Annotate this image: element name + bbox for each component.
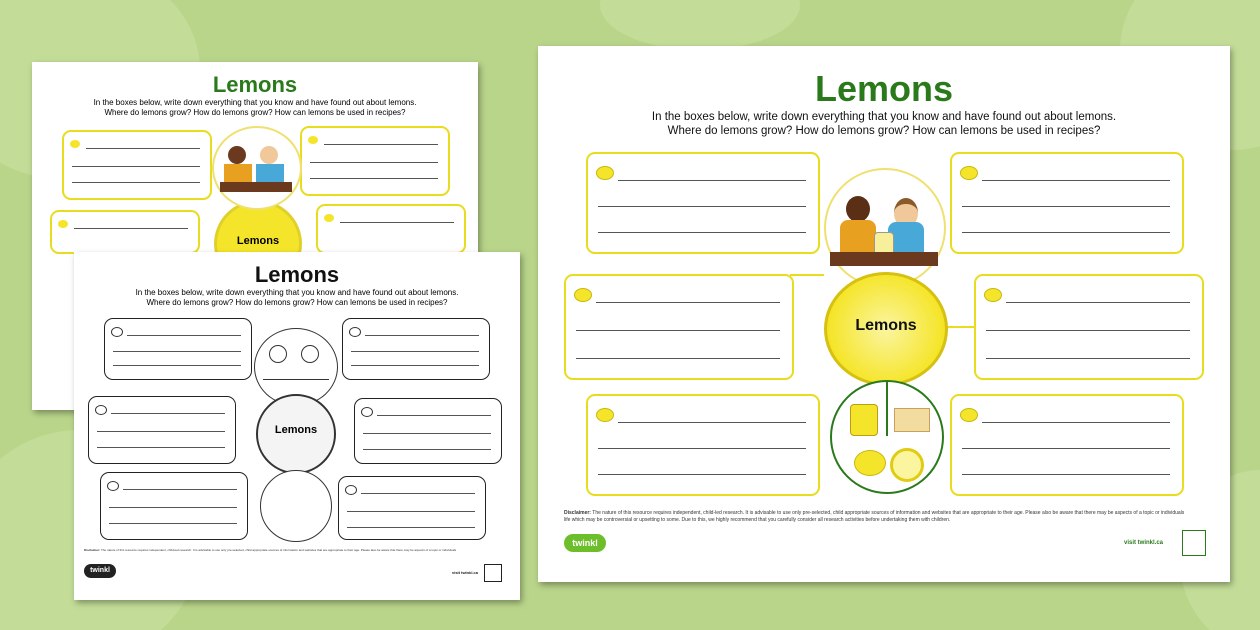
answer-box[interactable]	[104, 318, 252, 380]
instructions-line-2: Where do lemons grow? How do lemons grow? How can lemons be used in recipes?	[104, 108, 406, 117]
lemon-icon	[95, 405, 107, 415]
visit-link[interactable]: visit twinkl.ca	[452, 570, 479, 575]
children-illustration	[212, 126, 302, 210]
center-label: Lemons	[236, 235, 280, 247]
lemon-icon	[345, 485, 357, 495]
lemon-icon	[361, 407, 373, 417]
worksheet-main	[538, 46, 1230, 582]
answer-box[interactable]	[338, 476, 486, 540]
answer-box[interactable]	[62, 130, 212, 200]
lemon-icon	[324, 214, 334, 222]
center-label: Lemons	[274, 424, 318, 436]
instructions-line-1: In the boxes below, write down everything that you know and have found out about lemons.	[135, 288, 459, 297]
worksheet-title: Lemons	[212, 72, 298, 97]
answer-box[interactable]	[50, 210, 200, 254]
worksheet-title: Lemons	[814, 68, 954, 109]
answer-box[interactable]	[88, 396, 236, 464]
lemon-icon	[107, 481, 119, 491]
answer-box[interactable]	[342, 318, 490, 380]
twinkl-logo: twinkl	[564, 534, 606, 552]
twinkl-logo: twinkl	[84, 564, 116, 578]
answer-box[interactable]	[950, 152, 1184, 254]
disclaimer: Disclaimer: The nature of this resource requires independent, child-led research. It is advisable to use only pre-selected, child appropriate sources of information and websites that are appropriate to their age. Please also be aware that there may be aspects of a topic or individuals	[84, 548, 457, 552]
answer-box[interactable]	[564, 274, 794, 380]
lemon-icon	[960, 408, 978, 422]
lemon-icon	[596, 166, 614, 180]
answer-box[interactable]	[974, 274, 1204, 380]
center-label: Lemons	[855, 317, 917, 334]
instructions-line-2: Where do lemons grow? How do lemons grow? How can lemons be used in recipes?	[146, 298, 448, 307]
lemon-icon	[960, 166, 978, 180]
disclaimer: Disclaimer: The nature of this resource requires independent, child-led research. It is advisable to use only pre-selected, child appropriate sources of information and websites that are appropriate to their age. Please also be aware that there may be aspects of a topic or individuals life which may be controversial or upsetting to some. Due to this, we highly recommend that you carefully consider all research activities before undertaking them with children.	[564, 510, 1185, 523]
answer-box[interactable]	[586, 152, 820, 254]
answer-box[interactable]	[950, 394, 1184, 496]
lemon-icon	[574, 288, 592, 302]
children-illustration	[824, 168, 946, 288]
instructions-line-1: In the boxes below, write down everything that you know and have found out about lemons.	[651, 111, 1117, 123]
answer-box[interactable]	[354, 398, 502, 464]
lemon-icon	[596, 408, 614, 422]
lemon-icon	[308, 136, 318, 144]
recipes-illustration	[830, 380, 944, 494]
worksheet-title: Lemons	[254, 262, 340, 287]
answer-box[interactable]	[316, 204, 466, 254]
instructions-line-2: Where do lemons grow? How do lemons grow? How can lemons be used in recipes?	[667, 125, 1101, 138]
lemon-center-circle	[824, 272, 948, 386]
quality-badge	[484, 564, 502, 582]
lemon-icon	[58, 220, 68, 228]
lemon-icon	[349, 327, 361, 337]
lemon-center-circle	[256, 394, 336, 474]
lemon-icon	[70, 140, 80, 148]
quality-badge	[1182, 530, 1206, 556]
lemon-icon	[111, 327, 123, 337]
recipes-illustration	[260, 470, 332, 542]
visit-link[interactable]: visit twinkl.ca	[1124, 540, 1164, 546]
answer-box[interactable]	[586, 394, 820, 496]
lemon-icon	[984, 288, 1002, 302]
worksheet-preview-bw	[74, 252, 520, 600]
instructions-line-1: In the boxes below, write down everything that you know and have found out about lemons.	[93, 98, 417, 107]
answer-box[interactable]	[300, 126, 450, 196]
answer-box[interactable]	[100, 472, 248, 540]
